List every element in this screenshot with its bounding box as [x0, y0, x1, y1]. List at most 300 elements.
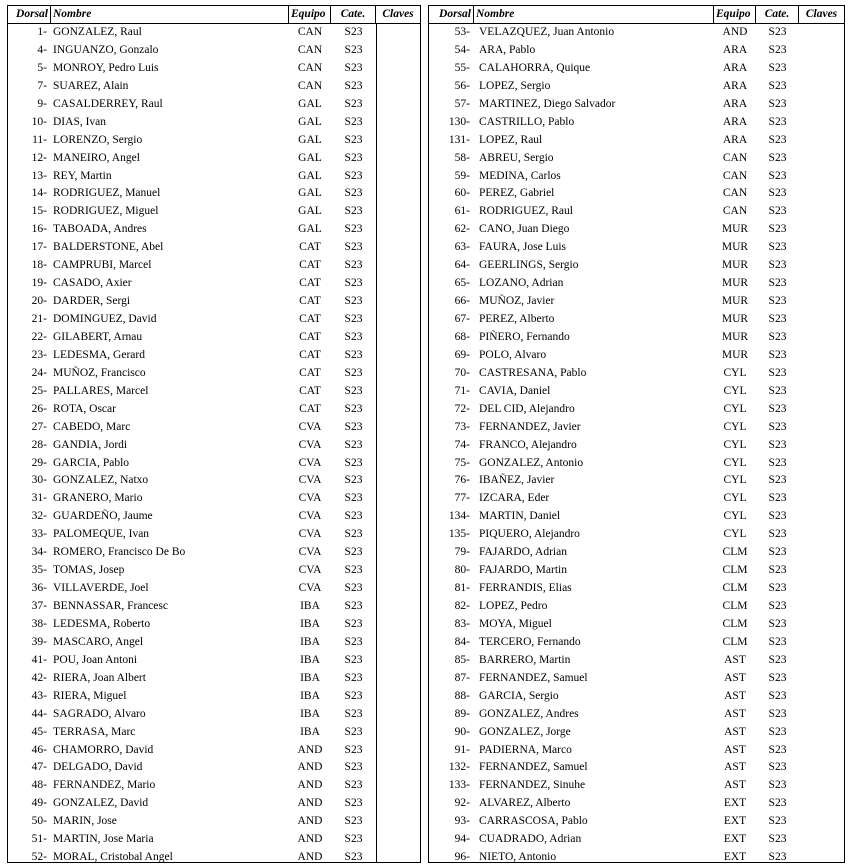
rider-name: MUÑOZ, Francisco — [53, 366, 146, 379]
dorsal-number: 53- — [454, 26, 470, 38]
dorsal-number: 11- — [32, 133, 47, 146]
dorsal-number: 18- — [31, 259, 47, 272]
category: S23 — [768, 348, 787, 361]
rider-name: PALLARES, Marcel — [53, 384, 149, 397]
dorsal-number: 28- — [31, 438, 47, 451]
table-row — [8, 742, 420, 760]
table-row — [8, 347, 420, 365]
category: S23 — [344, 474, 363, 487]
rider-name: ROMERO, Francisco De Bo — [53, 546, 186, 559]
team-code: AND — [297, 797, 323, 810]
dorsal-number: 59- — [454, 169, 470, 182]
rider-name: MARTIN, Jose Maria — [53, 833, 154, 846]
category: S23 — [344, 582, 363, 595]
team-code: CAN — [297, 26, 323, 38]
table-row — [8, 777, 420, 795]
rider-name: MASCARO, Angel — [53, 635, 144, 648]
table-row — [429, 168, 844, 186]
dorsal-number: 49- — [31, 797, 47, 810]
dorsal-number: 41- — [31, 653, 47, 666]
dorsal-number: 55- — [454, 61, 470, 74]
table-row — [429, 562, 844, 580]
dorsal-number: 85- — [454, 653, 470, 666]
table-row — [8, 221, 420, 239]
category: S23 — [768, 26, 787, 38]
table-row — [429, 239, 844, 257]
rider-name: DARDER, Sergi — [53, 295, 131, 308]
category: S23 — [344, 348, 363, 361]
category: S23 — [344, 617, 363, 630]
category: S23 — [768, 725, 787, 738]
team-code: GAL — [298, 205, 322, 218]
table-row — [8, 508, 420, 526]
dorsal-number: 34- — [31, 546, 47, 559]
dorsal-number: 57- — [454, 97, 470, 110]
category: S23 — [768, 474, 787, 487]
table-row — [429, 329, 844, 347]
table-row — [8, 831, 420, 849]
dorsal-number: 9- — [37, 97, 47, 110]
team-code: CYL — [723, 402, 747, 415]
dorsal-number: 130- — [448, 115, 470, 128]
header-equipo: Equipo — [714, 6, 756, 23]
team-code: MUR — [721, 277, 749, 290]
team-code: MUR — [721, 295, 749, 308]
table-row — [8, 652, 420, 670]
dorsal-number: 17- — [31, 241, 47, 254]
dorsal-number: 94- — [454, 833, 470, 846]
rider-name: VILLAVERDE, Joel — [53, 582, 149, 595]
dorsal-number: 81- — [454, 582, 470, 595]
rider-name: GONZALEZ, David — [53, 797, 149, 810]
table-row — [429, 742, 844, 760]
team-code: IBA — [300, 671, 320, 684]
team-code: AND — [297, 761, 323, 774]
team-code: AST — [724, 707, 746, 720]
dorsal-number: 1- — [37, 26, 47, 38]
category: S23 — [344, 546, 363, 559]
team-code: ARA — [722, 133, 748, 146]
table-row — [429, 526, 844, 544]
table-row — [8, 724, 420, 742]
category: S23 — [344, 61, 363, 74]
rider-name: FAURA, Jose Luis — [479, 241, 567, 254]
category: S23 — [768, 456, 787, 469]
category: S23 — [768, 707, 787, 720]
category: S23 — [344, 600, 363, 612]
rider-name: TERRASA, Marc — [53, 725, 136, 738]
category: S23 — [344, 223, 363, 236]
rider-name: LOPEZ, Pedro — [479, 600, 548, 612]
header-dorsal: Dorsal — [429, 6, 474, 23]
team-code: EXT — [723, 851, 747, 864]
team-code: MUR — [721, 313, 749, 325]
dorsal-number: 66- — [454, 295, 470, 308]
category: S23 — [344, 833, 363, 846]
team-code: CVA — [298, 474, 322, 487]
team-code: AST — [724, 653, 746, 666]
team-code: IBA — [300, 653, 320, 666]
dorsal-number: 20- — [31, 295, 47, 308]
rider-name: GARCIA, Pablo — [53, 456, 130, 469]
dorsal-number: 58- — [454, 151, 470, 164]
team-code: ARA — [722, 97, 748, 110]
dorsal-number: 25- — [31, 384, 47, 397]
table-row — [8, 60, 420, 78]
dorsal-number: 76- — [454, 474, 470, 487]
team-code: CVA — [298, 528, 322, 541]
table-row — [8, 168, 420, 186]
team-code: CAT — [299, 241, 321, 254]
table-row — [429, 114, 844, 132]
category: S23 — [768, 617, 787, 630]
dorsal-number: 87- — [454, 671, 470, 684]
dorsal-number: 70- — [454, 366, 470, 379]
table-row — [8, 419, 420, 437]
team-code: IBA — [300, 635, 320, 648]
category: S23 — [344, 743, 363, 756]
table-row — [429, 724, 844, 742]
category: S23 — [344, 115, 363, 128]
table-row — [8, 257, 420, 275]
dorsal-number: 37- — [31, 600, 47, 612]
dorsal-number: 39- — [31, 635, 47, 648]
dorsal-number: 52- — [31, 851, 47, 864]
table-row — [429, 777, 844, 795]
rider-name: IZCARA, Eder — [479, 492, 550, 505]
rider-name: PALOMEQUE, Ivan — [53, 528, 150, 541]
dorsal-number: 31- — [31, 492, 47, 505]
dorsal-number: 12- — [31, 151, 47, 164]
table-row — [429, 257, 844, 275]
category: S23 — [344, 779, 363, 792]
rider-name: GONZALEZ, Raul — [53, 26, 142, 38]
team-code: AND — [297, 833, 323, 846]
team-code: GAL — [298, 97, 322, 110]
table-row — [429, 490, 844, 508]
category: S23 — [344, 653, 363, 666]
dorsal-number: 33- — [31, 528, 47, 541]
rider-name: FERNANDEZ, Mario — [53, 779, 156, 792]
dorsal-number: 42- — [31, 671, 47, 684]
dorsal-number: 83- — [454, 617, 470, 630]
team-code: AND — [297, 815, 323, 828]
table-row — [8, 150, 420, 168]
dorsal-number: 48- — [31, 779, 47, 792]
rider-name: CAVIA, Daniel — [479, 384, 551, 397]
team-code: GAL — [298, 133, 322, 146]
category: S23 — [344, 241, 363, 254]
rider-name: MUÑOZ, Javier — [479, 295, 555, 308]
rider-name: CHAMORRO, David — [53, 743, 154, 756]
table-row — [429, 383, 844, 401]
category: S23 — [344, 851, 363, 864]
rider-name: ARA, Pablo — [479, 43, 536, 56]
dorsal-number: 88- — [454, 689, 470, 702]
category: S23 — [344, 384, 363, 397]
table-row — [429, 203, 844, 221]
dorsal-number: 43- — [31, 689, 47, 702]
team-code: CYL — [723, 384, 747, 397]
category: S23 — [768, 528, 787, 541]
category: S23 — [344, 366, 363, 379]
rider-name: TABOADA, Andres — [53, 223, 147, 236]
category: S23 — [344, 815, 363, 828]
dorsal-number: 69- — [454, 348, 470, 361]
table-row — [429, 759, 844, 777]
dorsal-number: 29- — [31, 456, 47, 469]
dorsal-number: 24- — [31, 366, 47, 379]
dorsal-number: 45- — [31, 725, 47, 738]
table-row — [429, 275, 844, 293]
dorsal-number: 79- — [454, 546, 470, 559]
rider-name: RODRIGUEZ, Raul — [479, 205, 573, 218]
team-code: AST — [724, 725, 746, 738]
dorsal-number: 35- — [31, 564, 47, 577]
team-code: CAN — [297, 43, 323, 56]
rows-right — [429, 24, 844, 867]
rows-left — [8, 24, 420, 867]
table-row — [8, 490, 420, 508]
rider-name: GARCIA, Sergio — [479, 689, 559, 702]
table-row — [8, 598, 420, 616]
rider-name: GONZALEZ, Antonio — [479, 456, 584, 469]
dorsal-number: 62- — [454, 223, 470, 236]
team-code: CLM — [722, 546, 748, 559]
team-code: MUR — [721, 259, 749, 272]
category: S23 — [344, 295, 363, 308]
start-list-table-right — [428, 5, 845, 863]
rider-name: CUADRADO, Adrian — [479, 833, 582, 846]
category: S23 — [768, 653, 787, 666]
team-code: CLM — [722, 582, 748, 595]
header-equipo: Equipo — [289, 6, 331, 23]
team-code: CAT — [299, 277, 321, 290]
team-code: AND — [297, 743, 323, 756]
dorsal-number: 89- — [454, 707, 470, 720]
rider-name: SUAREZ, Alain — [53, 79, 129, 92]
team-code: AST — [724, 689, 746, 702]
table-row — [8, 670, 420, 688]
table-row — [429, 508, 844, 526]
team-code: ARA — [722, 115, 748, 128]
category: S23 — [768, 79, 787, 92]
table-row — [8, 329, 420, 347]
dorsal-number: 5- — [37, 61, 47, 74]
dorsal-number: 131- — [448, 133, 470, 146]
team-code: CAT — [299, 313, 321, 325]
rider-name: GUARDEÑO, Jaume — [53, 510, 153, 523]
table-row — [8, 185, 420, 203]
rider-name: CANO, Juan Diego — [479, 223, 570, 236]
rider-name: MONROY, Pedro Luis — [53, 61, 159, 74]
table-row — [8, 311, 420, 329]
team-code: AST — [724, 671, 746, 684]
table-row — [8, 365, 420, 383]
rider-name: CARRASCOSA, Pablo — [479, 815, 588, 828]
table-row — [8, 634, 420, 652]
rider-name: DIAS, Ivan — [53, 115, 107, 128]
header-nombre: Nombre — [474, 6, 714, 23]
table-row — [429, 347, 844, 365]
table-row — [429, 455, 844, 473]
team-code: EXT — [723, 815, 747, 828]
category: S23 — [768, 779, 787, 792]
dorsal-number: 22- — [31, 330, 47, 343]
dorsal-number: 27- — [31, 420, 47, 433]
category: S23 — [344, 689, 363, 702]
rider-name: LOPEZ, Sergio — [479, 79, 551, 92]
dorsal-number: 21- — [31, 313, 47, 325]
team-code: GAL — [298, 223, 322, 236]
dorsal-number: 46- — [31, 743, 47, 756]
table-header — [8, 6, 420, 24]
rider-name: MOYA, Miguel — [479, 617, 552, 630]
dorsal-number: 23- — [31, 348, 47, 361]
team-code: CAT — [299, 259, 321, 272]
team-code: CYL — [723, 438, 747, 451]
category: S23 — [344, 528, 363, 541]
table-row — [429, 437, 844, 455]
team-code: AST — [724, 761, 746, 774]
team-code: ARA — [722, 43, 748, 56]
table-row — [429, 813, 844, 831]
table-row — [8, 759, 420, 777]
rider-name: GONZALEZ, Andres — [479, 707, 579, 720]
dorsal-number: 135- — [448, 528, 470, 541]
category: S23 — [344, 761, 363, 774]
rider-name: CASTRESANA, Pablo — [479, 366, 587, 379]
category: S23 — [344, 26, 363, 38]
table-row — [8, 78, 420, 96]
table-row — [429, 150, 844, 168]
team-code: CVA — [298, 546, 322, 559]
dorsal-number: 82- — [454, 600, 470, 612]
team-code: IBA — [300, 689, 320, 702]
team-code: CYL — [723, 456, 747, 469]
table-row — [429, 634, 844, 652]
category: S23 — [768, 151, 787, 164]
category: S23 — [344, 510, 363, 523]
dorsal-number: 10- — [31, 115, 47, 128]
team-code: AND — [297, 851, 323, 864]
category: S23 — [768, 97, 787, 110]
team-code: AND — [297, 779, 323, 792]
category: S23 — [768, 43, 787, 56]
category: S23 — [768, 815, 787, 828]
team-code: CAT — [299, 295, 321, 308]
rider-name: GANDIA, Jordi — [53, 438, 128, 451]
category: S23 — [344, 456, 363, 469]
table-row — [429, 831, 844, 849]
table-row — [429, 670, 844, 688]
dorsal-number: 60- — [454, 187, 470, 200]
category: S23 — [344, 205, 363, 218]
team-code: AST — [724, 779, 746, 792]
dorsal-number: 26- — [31, 402, 47, 415]
table-row — [8, 96, 420, 114]
dorsal-number: 73- — [454, 420, 470, 433]
table-row — [429, 419, 844, 437]
category: S23 — [344, 79, 363, 92]
category: S23 — [768, 851, 787, 864]
category: S23 — [768, 330, 787, 343]
table-row — [8, 472, 420, 490]
category: S23 — [344, 133, 363, 146]
rider-name: PEREZ, Alberto — [479, 313, 555, 325]
rider-name: BARRERO, Martin — [479, 653, 571, 666]
category: S23 — [768, 438, 787, 451]
table-row — [429, 598, 844, 616]
rider-name: FAJARDO, Adrian — [479, 546, 567, 559]
table-row — [429, 78, 844, 96]
table-row — [8, 42, 420, 60]
category: S23 — [768, 420, 787, 433]
table-row — [429, 706, 844, 724]
team-code: GAL — [298, 151, 322, 164]
dorsal-number: 36- — [31, 582, 47, 595]
category: S23 — [344, 330, 363, 343]
dorsal-number: 16- — [31, 223, 47, 236]
team-code: GAL — [298, 187, 322, 200]
category: S23 — [344, 420, 363, 433]
dorsal-number: 51- — [31, 833, 47, 846]
category: S23 — [768, 689, 787, 702]
rider-name: MARIN, Jose — [53, 815, 117, 828]
rider-name: PEREZ, Gabriel — [479, 187, 555, 200]
rider-name: GONZALEZ, Natxo — [53, 474, 149, 487]
category: S23 — [344, 43, 363, 56]
category: S23 — [768, 743, 787, 756]
category: S23 — [768, 205, 787, 218]
category: S23 — [768, 797, 787, 810]
category: S23 — [768, 761, 787, 774]
table-row — [429, 849, 844, 867]
header-dorsal: Dorsal — [8, 6, 51, 23]
table-row — [429, 652, 844, 670]
team-code: AST — [724, 743, 746, 756]
category: S23 — [768, 223, 787, 236]
rider-name: FERNANDEZ, Javier — [479, 420, 581, 433]
rider-name: PIQUERO, Alejandro — [479, 528, 580, 541]
table-row — [429, 365, 844, 383]
rider-name: BALDERSTONE, Abel — [53, 241, 164, 254]
category: S23 — [768, 635, 787, 648]
table-row — [8, 849, 420, 867]
category: S23 — [768, 133, 787, 146]
team-code: CVA — [298, 420, 322, 433]
category: S23 — [768, 61, 787, 74]
table-row — [429, 221, 844, 239]
table-row — [429, 472, 844, 490]
team-code: IBA — [300, 600, 320, 612]
category: S23 — [768, 115, 787, 128]
team-code: EXT — [723, 833, 747, 846]
rider-name: TOMAS, Josep — [53, 564, 125, 577]
start-list-table-left — [7, 5, 421, 863]
rider-name: BENNASSAR, Francesc — [53, 600, 168, 612]
team-code: CLM — [722, 564, 748, 577]
dorsal-number: 74- — [454, 438, 470, 451]
dorsal-number: 63- — [454, 241, 470, 254]
category: S23 — [768, 313, 787, 325]
dorsal-number: 47- — [31, 761, 47, 774]
rider-name: REY, Martin — [53, 169, 112, 182]
table-row — [8, 688, 420, 706]
team-code: CVA — [298, 564, 322, 577]
category: S23 — [768, 384, 787, 397]
team-code: CAT — [299, 348, 321, 361]
